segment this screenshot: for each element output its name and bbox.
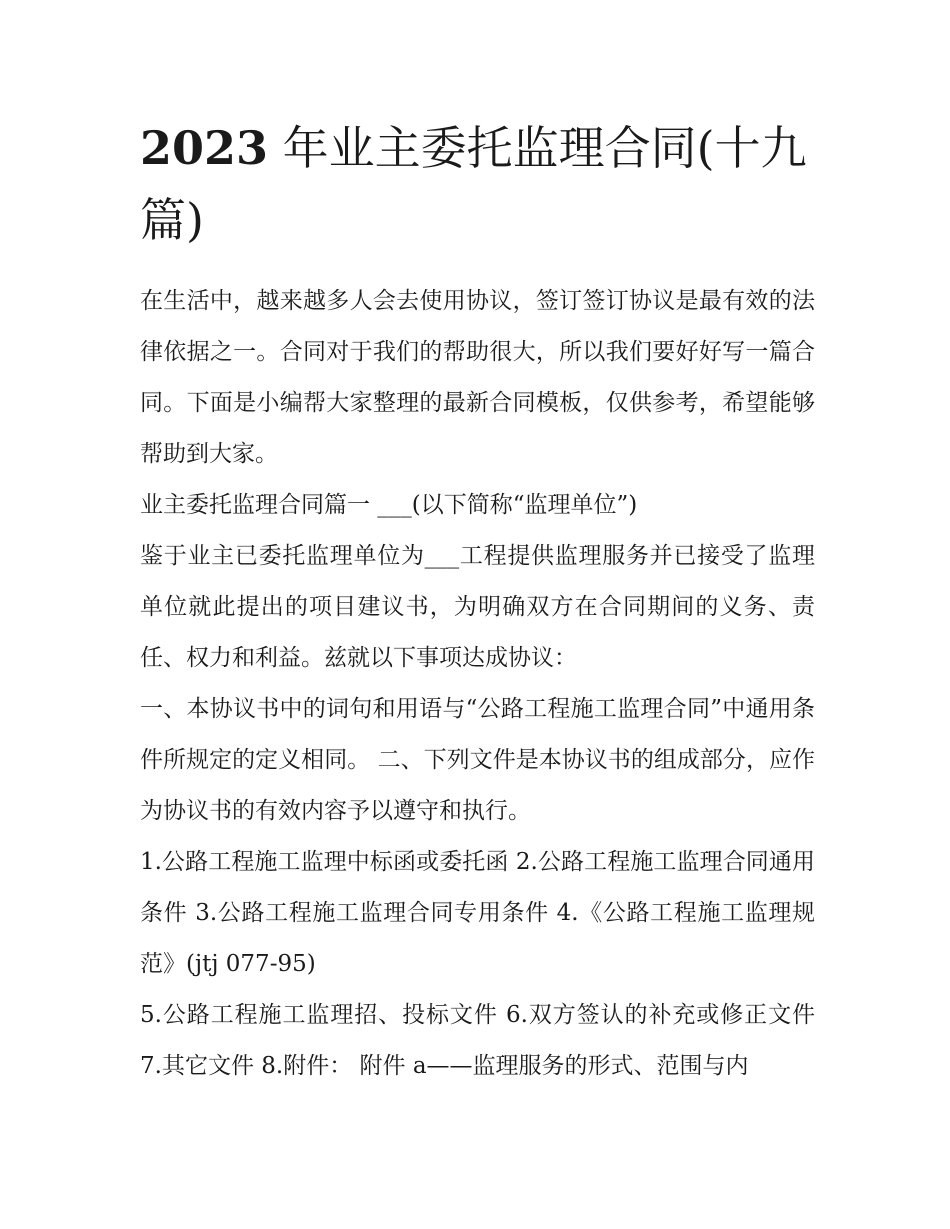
paragraph-document-list-2: 5.公路工程施工监理招、投标文件 6.双方签认的补充或修正文件 7.其它文件 8.附件： 附件 a——监理服务的形式、范围与内 xyxy=(140,1002,815,1079)
paragraph-document-list-1: 1.公路工程施工监理中标函或委托函 2.公路工程施工监理合同通用条件 3.公路工程施工监理合同专用条件 4.《公路工程施工监理规范》(jtj 077-95) xyxy=(140,849,815,977)
paragraph-recital: 鉴于业主已委托监理单位为___工程提供监理服务并已接受了监理单位就此提出的项目建议书，为明确双方在合同期间的义务、责任、权力和利益。兹就以下事项达成协议： xyxy=(140,543,815,671)
paragraph-clause-one-two: 一、本协议书中的词句和用语与“公路工程施工监理合同”中通用条件所规定的定义相同。 二、下列文件是本协议书的组成部分，应作为协议书的有效内容予以遵守和执行。 xyxy=(140,696,815,824)
title-year: 2023 xyxy=(140,121,269,175)
document-title xyxy=(140,112,815,256)
document-page xyxy=(140,112,815,1092)
title-text: 年业主委托监理合同(十九篇) xyxy=(140,121,807,247)
paragraph-intro: 在生活中，越来越多人会去使用协议，签订签订协议是最有效的法律依据之一。合同对于我们的帮助很大，所以我们要好好写一篇合同。下面是小编帮大家整理的最新合同模板，仅供参考，希望能够帮助到大家。 xyxy=(140,288,815,467)
paragraph-heading-part-one: 业主委托监理合同篇一 ___(以下简称“监理单位”) xyxy=(140,492,638,518)
